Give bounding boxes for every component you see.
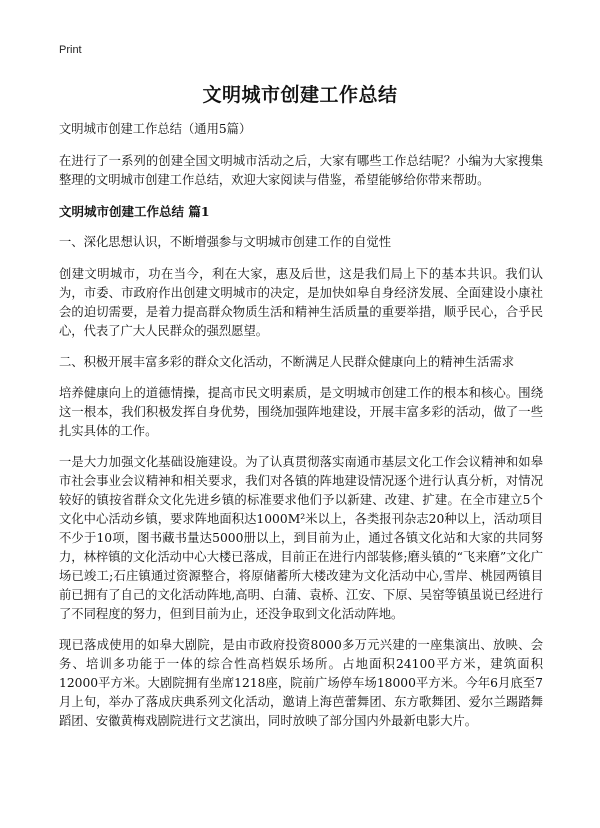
document-title: 文明城市创建工作总结 [202,84,398,106]
document-body [59,120,543,743]
print-label: Print [59,44,82,56]
body-paragraph: 现已落成使用的如皋大剧院，是由市政府投资8000多万元兴建的一座集演出、放映、会务、培训多功能于一体的综合性高档娱乐场所。占地面积24100平方米，建筑面积12000平方米。大剧院拥有坐席1218座，院前广场停车场18000平方米。今年6月底至7月上旬，举办了落成庆典系列文化活动，邀请上海芭蕾舞团、东方歌舞团、爱尔兰踢踏舞蹈团、安徽黄梅戏剧院进行文艺演出，同时放映了部分国内外最新电影大片。 [59,638,543,728]
body-paragraph: 一是大力加强文化基础设施建设。为了认真贯彻落实南通市基层文化工作会议精神和如皋市社会事业会议精神和相关要求，我们对各镇的阵地建设情况逐个进行认真分析，对情况较好的镇按省群众文化先进乡镇的标准要求他们予以新建、改建、扩建。在全市建立5个文化中心活动乡镇，要求阵地面积达1000M²米以上，各类报刊杂志20种以上，活动项目不少于10项，图书藏书量达5000册以上，到目前为止，通过各镇文化站和大家的共同努力，林梓镇的文化活动中心大楼已落成，目前正在进行内部装修;磨头镇的“飞来磨”文化广场已竣工;石庄镇通过资源整合，将原储蓄所大楼改建为文化活动中心,雪岸、桃园两镇目前已拥有了自己的文化活动阵地,高明、白蒲、袁桥、江安、下原、吴窑等镇虽说已经进行了不同程度的努力，但到目前为止，还没争取到文化活动阵地。 [59,455,543,621]
body-paragraph: 培养健康向上的道德情操，提高市民文明素质，是文明城市创建工作的根本和核心。围绕这一根本，我们积极发挥自身优势，围绕加强阵地建设，开展丰富多彩的活动，做了一些扎实具体的工作。 [59,386,543,438]
document-subtitle: 文明城市创建工作总结（通用5篇） [59,122,252,136]
intro-paragraph: 在进行了一系列的创建全国文明城市活动之后，大家有哪些工作总结呢？小编为大家搜集整理的文明城市创建工作总结，欢迎大家阅读与借鉴，希望能够给你带来帮助。 [59,154,543,187]
heading-point-two: 二、积极开展丰富多彩的群众文化活动，不断满足人民群众健康向上的精神生活需求 [59,355,514,369]
section-heading: 文明城市创建工作总结 篇1 [59,204,210,219]
heading-point-one: 一、深化思想认识，不断增强参与文明城市创建工作的自觉性 [59,235,392,249]
body-paragraph: 创建文明城市，功在当今，利在大家，惠及后世，这是我们局上下的基本共识。我们认为，市委、市政府作出创建文明城市的决定，是加快如皋自身经济发展、全面建设小康社会的迫切需要，是着力提高群众物质生活和精神生活质量的重要举措，顺乎民心，合乎民心，代表了广大人民群众的强烈愿望。 [59,267,543,338]
